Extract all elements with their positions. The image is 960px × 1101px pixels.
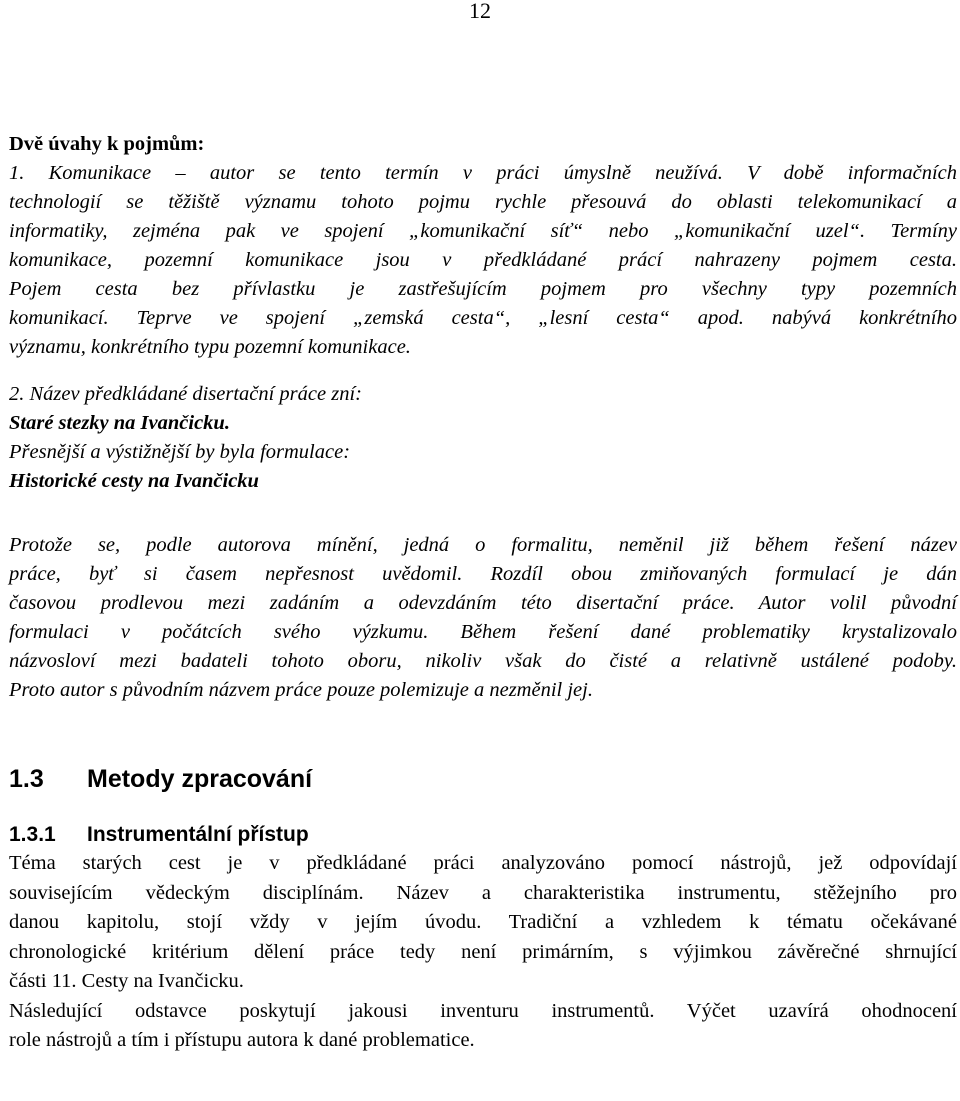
point-1-line: technologií se těžiště významu tohoto pojmu rychle přesouvá do oblasti telekomunikací a bbox=[9, 191, 957, 213]
paragraph-1-line: chronologické kritérium dělení práce tedy není primárním, s výjimkou závěrečné shrnující bbox=[9, 940, 957, 963]
heading-1-3-title: Metody zpracování bbox=[87, 765, 313, 793]
heading-1-3-number: 1.3 bbox=[9, 765, 44, 793]
point-1-komunikace bbox=[9, 159, 957, 362]
page-number: 12 bbox=[469, 0, 491, 23]
point-1-line: významu, konkrétního typu pozemní komunikace. bbox=[9, 336, 411, 358]
explanation-line: formulaci v počátcích svého výzkumu. Během řešení dané problematiky krystalizovalo bbox=[9, 621, 957, 643]
explanation-line: Protože se, podle autorova mínění, jedná o formalitu, neměnil již během řešení název bbox=[9, 534, 957, 556]
title-better: Historické cesty na Ivančicku bbox=[9, 470, 259, 492]
paragraph-2-line: Následující odstavce poskytují jakousi inventuru instrumentů. Výčet uzavírá ohodnocení bbox=[9, 999, 957, 1022]
paragraph-2 bbox=[9, 997, 957, 1056]
point-1-line: komunikace, pozemní komunikace jsou v předkládané prácí nahrazeny pojmem cesta. bbox=[9, 249, 957, 271]
heading-1-3-1 bbox=[9, 821, 957, 849]
explanation-line: Proto autor s původním názvem práce pouze polemizuje a nezměnil jej. bbox=[9, 679, 593, 701]
paragraph-1-line: části 11. Cesty na Ivančicku. bbox=[9, 970, 244, 992]
paragraph-2-line: role nástrojů a tím i přístupu autora k dané problematice. bbox=[9, 1029, 475, 1051]
explanation-line: názvosloví mezi badateli tohoto oboru, nikoliv však do čisté a relativně ustálené podoby. bbox=[9, 650, 957, 672]
point-1-line: komunikací. Teprve ve spojení „zemská cesta“, „lesní cesta“ apod. nabývá konkrétního bbox=[9, 307, 957, 329]
explanation-line: časovou prodlevou mezi zadáním a odevzdáním této disertační práce. Autor volil původní bbox=[9, 592, 957, 614]
explanation-paragraph bbox=[9, 531, 957, 705]
point-1-line: informatiky, zejména pak ve spojení „komunikační síť“ nebo „komunikační uzel“. Termíny bbox=[9, 220, 957, 242]
point-1-line: Pojem cesta bez přívlastku je zastřešujícím pojmem pro všechny typy pozemních bbox=[9, 278, 957, 300]
point-2-intro: 2. Název předkládané disertační práce zní: bbox=[9, 383, 362, 405]
point-1-line: 1. Komunikace – autor se tento termín v práci úmyslně neužívá. V době informačních bbox=[9, 162, 957, 184]
better-title-intro: Přesnější a výstižnější by byla formulace: bbox=[9, 441, 351, 463]
heading-1-3-1-title: Instrumentální přístup bbox=[87, 823, 309, 846]
title-current: Staré stezky na Ivančicku. bbox=[9, 412, 230, 434]
explanation-line: práce, byť si časem nepřesnost uvědomil. Rozdíl obou zmiňovaných formulací je dán bbox=[9, 563, 957, 585]
point-2-nazev bbox=[9, 380, 957, 496]
paragraph-1-line: Téma starých cest je v předkládané práci analyzováno pomocí nástrojů, jež odpovídají bbox=[9, 852, 957, 874]
paragraph-1-line: souvisejícím vědeckým disciplínám. Název a charakteristika instrumentu, stěžejního pro bbox=[9, 881, 957, 904]
heading-1-3 bbox=[9, 763, 957, 795]
document-body bbox=[9, 130, 957, 1056]
paragraph-1-line: danou kapitolu, stojí vždy v jejím úvodu. Tradiční a vzhledem k tématu očekávané bbox=[9, 911, 957, 933]
heading-1-3-1-number: 1.3.1 bbox=[9, 823, 56, 846]
section-title: Dvě úvahy k pojmům: bbox=[9, 133, 205, 155]
paragraph-1 bbox=[9, 849, 957, 997]
